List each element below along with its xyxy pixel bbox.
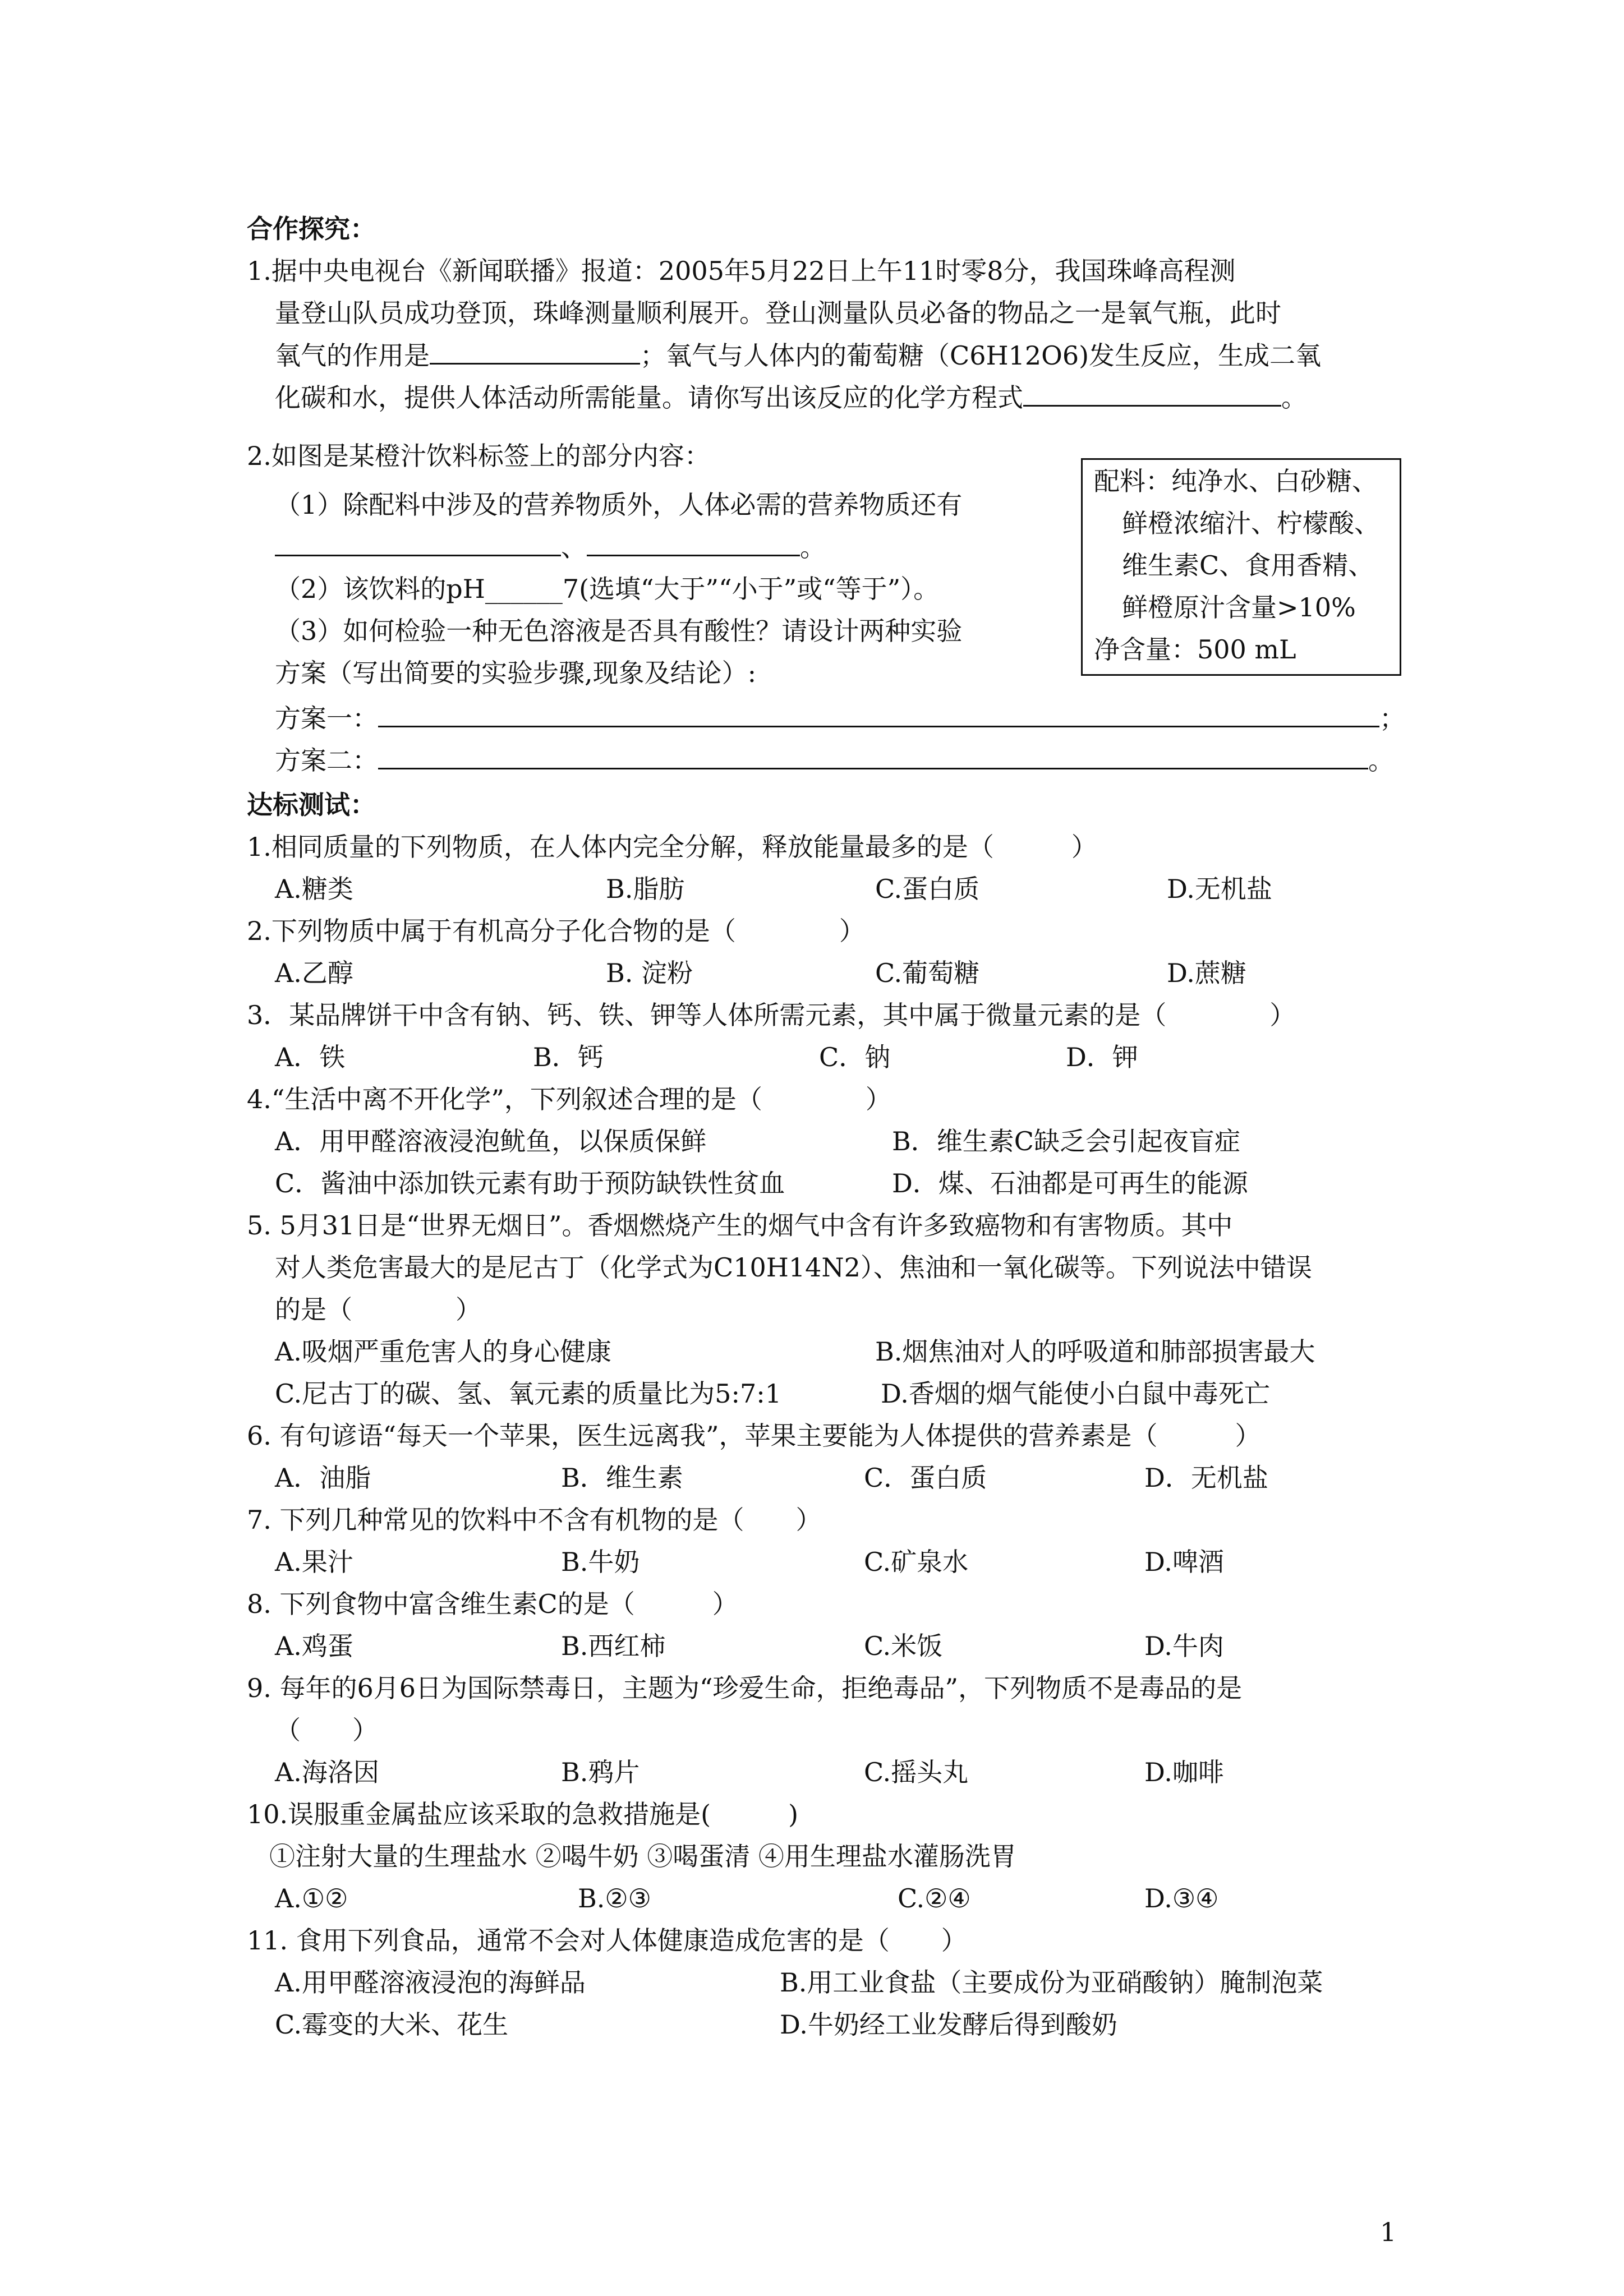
question-4-option-d[interactable]: D．煤、石油都是可再生的能源 — [892, 1168, 1248, 1198]
question-6-option-a[interactable]: A．油脂 — [275, 1463, 371, 1493]
question-9-line2: （ ） — [275, 1715, 378, 1745]
question-5-option-b[interactable]: B.烟焦油对人的呼吸道和肺部损害最大 — [875, 1336, 1315, 1367]
question-4-option-c[interactable]: C．酱油中添加铁元素有助于预防缺铁性贫血 — [275, 1168, 785, 1198]
coop-q2-part2: （2）该饮料的pH______7(选填“大于”“小于”或“等于”）。 — [275, 574, 940, 604]
question-5-option-c[interactable]: C.尼古丁的碳、氢、氧元素的质量比为5:7:1 — [275, 1378, 781, 1409]
question-9-option-d[interactable]: D.咖啡 — [1144, 1757, 1224, 1787]
question-11-stem: 11. 食用下列食品，通常不会对人体健康造成危害的是（ ） — [247, 1925, 967, 1956]
label-line-2: 鲜橙浓缩汁、柠檬酸、 — [1122, 508, 1380, 538]
coop-q2-line1: 2.如图是某橙汁饮料标签上的部分内容： — [247, 441, 710, 471]
question-11-option-d[interactable]: D.牛奶经工业发酵后得到酸奶 — [780, 2009, 1117, 2040]
question-2-option-b[interactable]: B. 淀粉 — [606, 958, 693, 988]
question-4-stem: 4.“生活中离不开化学”，下列叙述合理的是（ ） — [247, 1084, 891, 1114]
label-line-5: 净含量：500 mL — [1094, 634, 1296, 665]
nutrient-end: 。 — [800, 532, 826, 563]
question-1-stem: 1.相同质量的下列物质，在人体内完全分解，释放能量最多的是（ ） — [247, 832, 1097, 862]
question-4-option-b[interactable]: B．维生素C缺乏会引起夜盲症 — [892, 1126, 1240, 1156]
question-6-stem: 6. 有句谚语“每天一个苹果，医生远离我”，苹果主要能为人体提供的营养素是（ ） — [247, 1421, 1261, 1451]
question-5-option-d[interactable]: D.香烟的烟气能使小白鼠中毒死亡 — [881, 1378, 1270, 1409]
label-line-4: 鲜橙原汁含量>10% — [1122, 592, 1356, 623]
nutrient-separator: 、 — [561, 532, 587, 563]
question-3-option-a[interactable]: A．铁 — [275, 1042, 346, 1072]
question-5-line1: 5. 5月31日是“世界无烟日”。香烟燃烧产生的烟气中含有许多致癌物和有害物质。其中 — [247, 1210, 1233, 1241]
question-1-option-a[interactable]: A.糖类 — [275, 874, 353, 904]
question-8-option-a[interactable]: A.鸡蛋 — [275, 1631, 353, 1661]
label-line-3: 维生素C、食用香精、 — [1122, 550, 1374, 580]
question-11-option-c[interactable]: C.霉变的大米、花生 — [275, 2009, 509, 2040]
question-10-option-a[interactable]: A.①② — [275, 1883, 348, 1914]
question-5-line3: 的是（ ） — [275, 1294, 481, 1325]
oxygen-role-blank[interactable] — [430, 338, 640, 365]
coop-q1-line4 — [275, 380, 1307, 414]
question-8-stem: 8. 下列食物中富含维生素C的是（ ） — [247, 1589, 738, 1619]
question-10-stem: 10.误服重金属盐应该采取的急救措施是( ) — [247, 1799, 799, 1829]
question-6-option-c[interactable]: C．蛋白质 — [864, 1463, 987, 1493]
question-4-option-a[interactable]: A．用甲醛溶液浸泡鱿鱼，以保质保鲜 — [275, 1126, 707, 1156]
question-10-measures: ①注射大量的生理盐水 ②喝牛奶 ③喝蛋清 ④用生理盐水灌肠洗胃 — [269, 1841, 1016, 1871]
question-2-option-a[interactable]: A.乙醇 — [275, 958, 353, 988]
question-1-option-c[interactable]: C.蛋白质 — [875, 874, 980, 904]
plan-two-blank[interactable] — [378, 743, 1368, 769]
coop-q2-part3-line1: （3）如何检验一种无色溶液是否具有酸性？请设计两种实验 — [275, 616, 963, 646]
question-9-option-c[interactable]: C.摇头丸 — [864, 1757, 969, 1787]
coop-q1-line3 — [275, 338, 1321, 372]
question-3-stem: 3．某品牌饼干中含有钠、钙、铁、钾等人体所需元素，其中属于微量元素的是（ ） — [247, 1000, 1296, 1030]
coop-q1-line2: 量登山队员成功登顶，珠峰测量顺利展开。登山测量队员必备的物品之一是氧气瓶，此时 — [275, 298, 1281, 328]
equation-blank[interactable] — [1023, 380, 1281, 407]
question-9-line1: 9. 每年的6月6日为国际禁毒日，主题为“珍爱生命，拒绝毒品”，下列物质不是毒品的是 — [247, 1673, 1243, 1703]
question-9-option-a[interactable]: A.海洛因 — [275, 1757, 379, 1787]
coop-q2-part1-blanks — [275, 530, 826, 564]
question-2-stem: 2.下列物质中属于有机高分子化合物的是（ ） — [247, 916, 865, 946]
question-3-option-b[interactable]: B．钙 — [533, 1042, 604, 1072]
question-1-option-b[interactable]: B.脂肪 — [606, 874, 685, 904]
question-8-option-d[interactable]: D.牛肉 — [1144, 1631, 1224, 1661]
question-8-option-c[interactable]: C.米饭 — [864, 1631, 943, 1661]
page-number: 1 — [1380, 2217, 1397, 2247]
coop-q2-part3-line2: 方案（写出简要的实验步骤,现象及结论）: — [275, 658, 757, 688]
plan-one-blank[interactable] — [378, 701, 1379, 727]
question-10-option-c[interactable]: C.②④ — [898, 1883, 971, 1914]
coop-q1-line4-end: 。 — [1281, 382, 1307, 413]
question-7-option-a[interactable]: A.果汁 — [275, 1547, 353, 1577]
question-7-option-b[interactable]: B.牛奶 — [561, 1547, 640, 1577]
question-7-option-d[interactable]: D.啤酒 — [1144, 1547, 1224, 1577]
question-2-option-d[interactable]: D.蔗糖 — [1167, 958, 1246, 988]
question-3-option-c[interactable]: C．钠 — [819, 1042, 891, 1072]
coop-q1-line3-text: 氧气的作用是 — [275, 340, 430, 371]
question-3-option-d[interactable]: D．钾 — [1066, 1042, 1138, 1072]
question-8-option-b[interactable]: B.西红柿 — [561, 1631, 666, 1661]
plan-two-label: 方案二： — [275, 745, 378, 776]
question-5-line2: 对人类危害最大的是尼古丁（化学式为C10H14N2）、焦油和一氧化碳等。下列说法中错误 — [275, 1252, 1312, 1283]
question-10-option-b[interactable]: B.②③ — [578, 1883, 651, 1914]
label-line-1: 配料：纯净水、白砂糖、 — [1094, 466, 1378, 496]
juice-label-box — [1081, 458, 1401, 676]
section-heading-test: 达标测试： — [247, 790, 376, 820]
question-7-stem: 7. 下列几种常见的饮料中不含有机物的是（ ） — [247, 1505, 822, 1535]
coop-q1-line4-text: 化碳和水，提供人体活动所需能量。请你写出该反应的化学方程式 — [275, 382, 1023, 413]
question-5-option-a[interactable]: A.吸烟严重危害人的身心健康 — [275, 1336, 611, 1367]
question-7-option-c[interactable]: C.矿泉水 — [864, 1547, 969, 1577]
question-1-option-d[interactable]: D.无机盐 — [1167, 874, 1272, 904]
plan-two-end: 。 — [1368, 745, 1394, 776]
plan-two-line — [275, 743, 1394, 777]
plan-one-end: ； — [1379, 703, 1405, 734]
question-6-option-d[interactable]: D．无机盐 — [1144, 1463, 1268, 1493]
question-11-option-b[interactable]: B.用工业食盐（主要成份为亚硝酸钠）腌制泡菜 — [780, 1967, 1323, 1998]
nutrient-blank-2[interactable] — [587, 530, 800, 556]
coop-q2-part1: （1）除配料中涉及的营养物质外，人体必需的营养物质还有 — [275, 490, 963, 520]
plan-one-label: 方案一： — [275, 703, 378, 734]
question-9-option-b[interactable]: B.鸦片 — [561, 1757, 640, 1787]
plan-one-line — [275, 701, 1405, 735]
nutrient-blank-1[interactable] — [275, 530, 561, 556]
question-6-option-b[interactable]: B．维生素 — [561, 1463, 683, 1493]
section-heading-cooperative: 合作探究： — [247, 214, 376, 244]
coop-q1-line1: 1.据中央电视台《新闻联播》报道：2005年5月22日上午11时零8分，我国珠峰高程测 — [247, 256, 1236, 286]
coop-q1-line3-rest: ；氧气与人体内的葡萄糖（C6H12O6)发生反应，生成二氧 — [640, 340, 1322, 371]
question-10-option-d[interactable]: D.③④ — [1144, 1883, 1219, 1914]
question-2-option-c[interactable]: C.葡萄糖 — [875, 958, 980, 988]
question-11-option-a[interactable]: A.用甲醛溶液浸泡的海鲜品 — [275, 1967, 586, 1998]
